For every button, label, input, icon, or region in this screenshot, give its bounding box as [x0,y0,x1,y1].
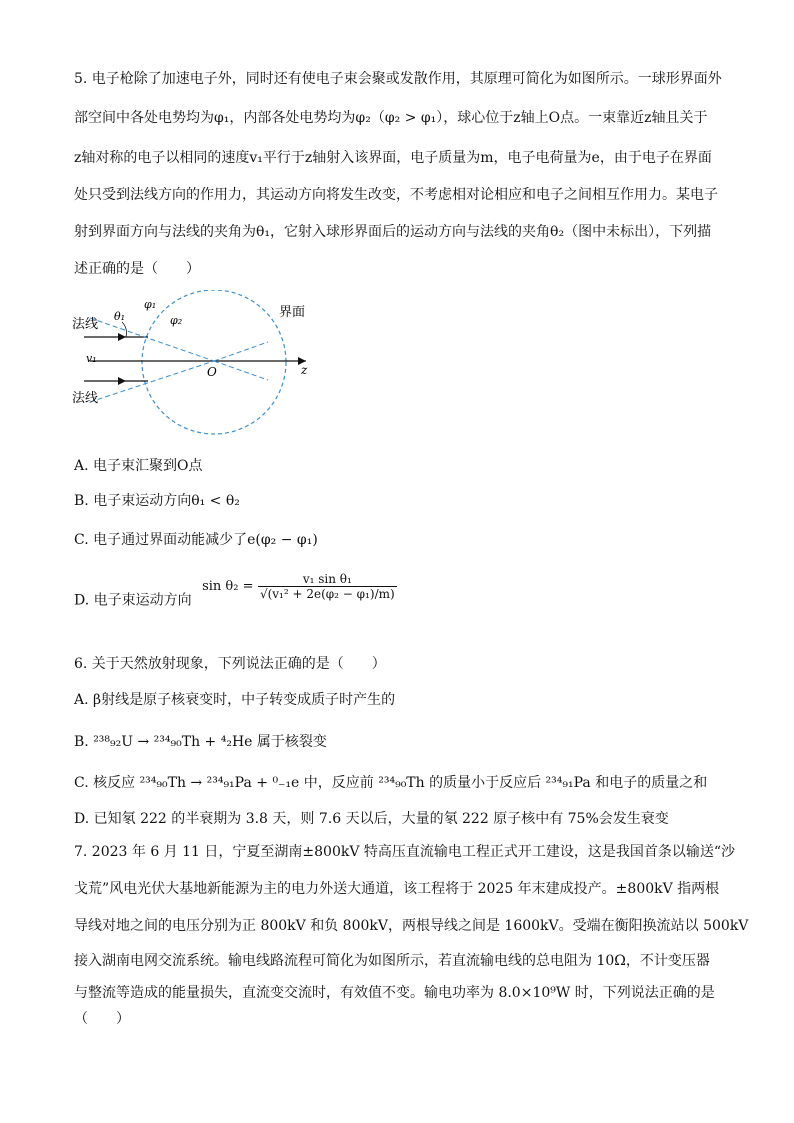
bottom-normal-extension [214,342,268,361]
z-label: z [301,363,308,377]
spherical-interface-circle [142,290,286,434]
q5-line-4: 处只受到法线方向的作用力，其运动方向将发生改变，不考虑相对论相应和电子之间相互作用力。某电子 [74,187,718,203]
q5-option-d-fraction [258,572,397,601]
q5-option-d-text: D. 电子束运动方向 [74,592,192,609]
q7-line-6: （ ） [74,1011,130,1027]
q5-line-3: z轴对称的电子以相同的速度v₁平行于z轴射入该界面，电子质量为m，电子电荷量为e，由于电子在界面 [74,150,712,166]
O-label: O [207,365,217,379]
q7-line-4: 接入湖南电网交流系统。输电线路流程可简化为如图所示，若直流输电线的总电阻为 10Ω，不计变压器 [74,953,710,969]
q5-line-1: 5. 电子枪除了加速电子外，同时还有使电子束会聚或发散作用，其原理可简化为如图所示。一球形界面外 [74,71,722,87]
top-normal-line [90,318,214,361]
q5-option-c[interactable]: C. 电子通过界面动能减少了e(φ₂ − φ₁) [74,532,318,548]
q7-line-2: 戈荒”风电光伏大基地新能源为主的电力外送大通道，该工程将于 2025 年末建成投产。±800kV 指两根 [74,881,720,897]
phi1-label: φ₁ [144,298,157,311]
q7-line-3: 导线对地之间的电压分别为正 800kV 和负 800kV，两根导线之间是 1600kV。受端在衡阳换流站以 500kV [74,918,749,934]
top-beam-arrow [118,333,126,341]
q5-option-b[interactable]: B. 电子束运动方向θ₁ < θ₂ [74,493,240,509]
normal-label-top: 法线 [72,317,99,332]
interface-label: 界面 [279,305,306,320]
q6-option-d[interactable]: D. 已知氡 222 的半衰期为 3.8 天，则 7.6 天以后，大量的氡 222 原子核中有 75%会发生衰变 [74,811,669,827]
electron-lens-diagram [68,290,328,440]
q6-option-a[interactable]: A. β射线是原子核衰变时，中子转变成质子时产生的 [74,692,396,708]
q5-line-2: 部空间中各处电势均为φ₁，内部各处电势均为φ₂（φ₂ > φ₁），球心位于z轴上O点。一束靠近z轴且关于 [74,110,708,126]
q5-option-d-formula [202,572,397,601]
q5-line-5: 射到界面方向与法线的夹角为θ₁，它射入球形界面后的运动方向与法线的夹角θ₂（图中未标出），下列描 [74,224,712,240]
phi2-label: φ₂ [170,314,183,327]
theta1-label: θ₁ [114,310,126,323]
q6-stem: 6. 关于天然放射现象，下列说法正确的是（ ） [74,656,386,672]
q6-option-b[interactable]: B. ²³⁸₉₂U → ²³⁴₉₀Th + ⁴₂He 属于核裂变 [74,734,327,750]
bottom-beam-arrow [118,377,126,385]
q5-option-d-denominator: √(v₁² + 2e(φ₂ − φ₁)/m) [259,587,395,601]
top-normal-extension [214,361,268,380]
q7-line-1: 7. 2023 年 6 月 11 日，宁夏至湖南±800kV 特高压直流输电工程正式开工建设，这是我国首条以输送“沙 [74,844,736,860]
q6-option-c[interactable]: C. 核反应 ²³⁴₉₀Th → ²³⁴₉₁Pa + ⁰₋₁e 中，反应前 ²³⁴₉₀Th 的质量小于反应后 ²³⁴₉₁Pa 和电子的质量之和 [74,775,708,791]
v1-label: v₁ [86,352,97,365]
q5-option-d-lhs: sin θ₂ = [202,579,254,594]
q5-option-a[interactable]: A. 电子束汇聚到O点 [74,458,203,474]
normal-label-bottom: 法线 [72,391,99,406]
q5-line-6: 述正确的是（ ） [74,261,200,277]
q5-option-d-numerator: v₁ sin θ₁ [258,572,397,587]
q7-line-5: 与整流等造成的能量损失，直流变交流时，有效值不变。输电功率为 8.0×10⁹W 时，下列说法正确的是 [74,985,715,1001]
q5-option-d[interactable] [74,572,397,615]
